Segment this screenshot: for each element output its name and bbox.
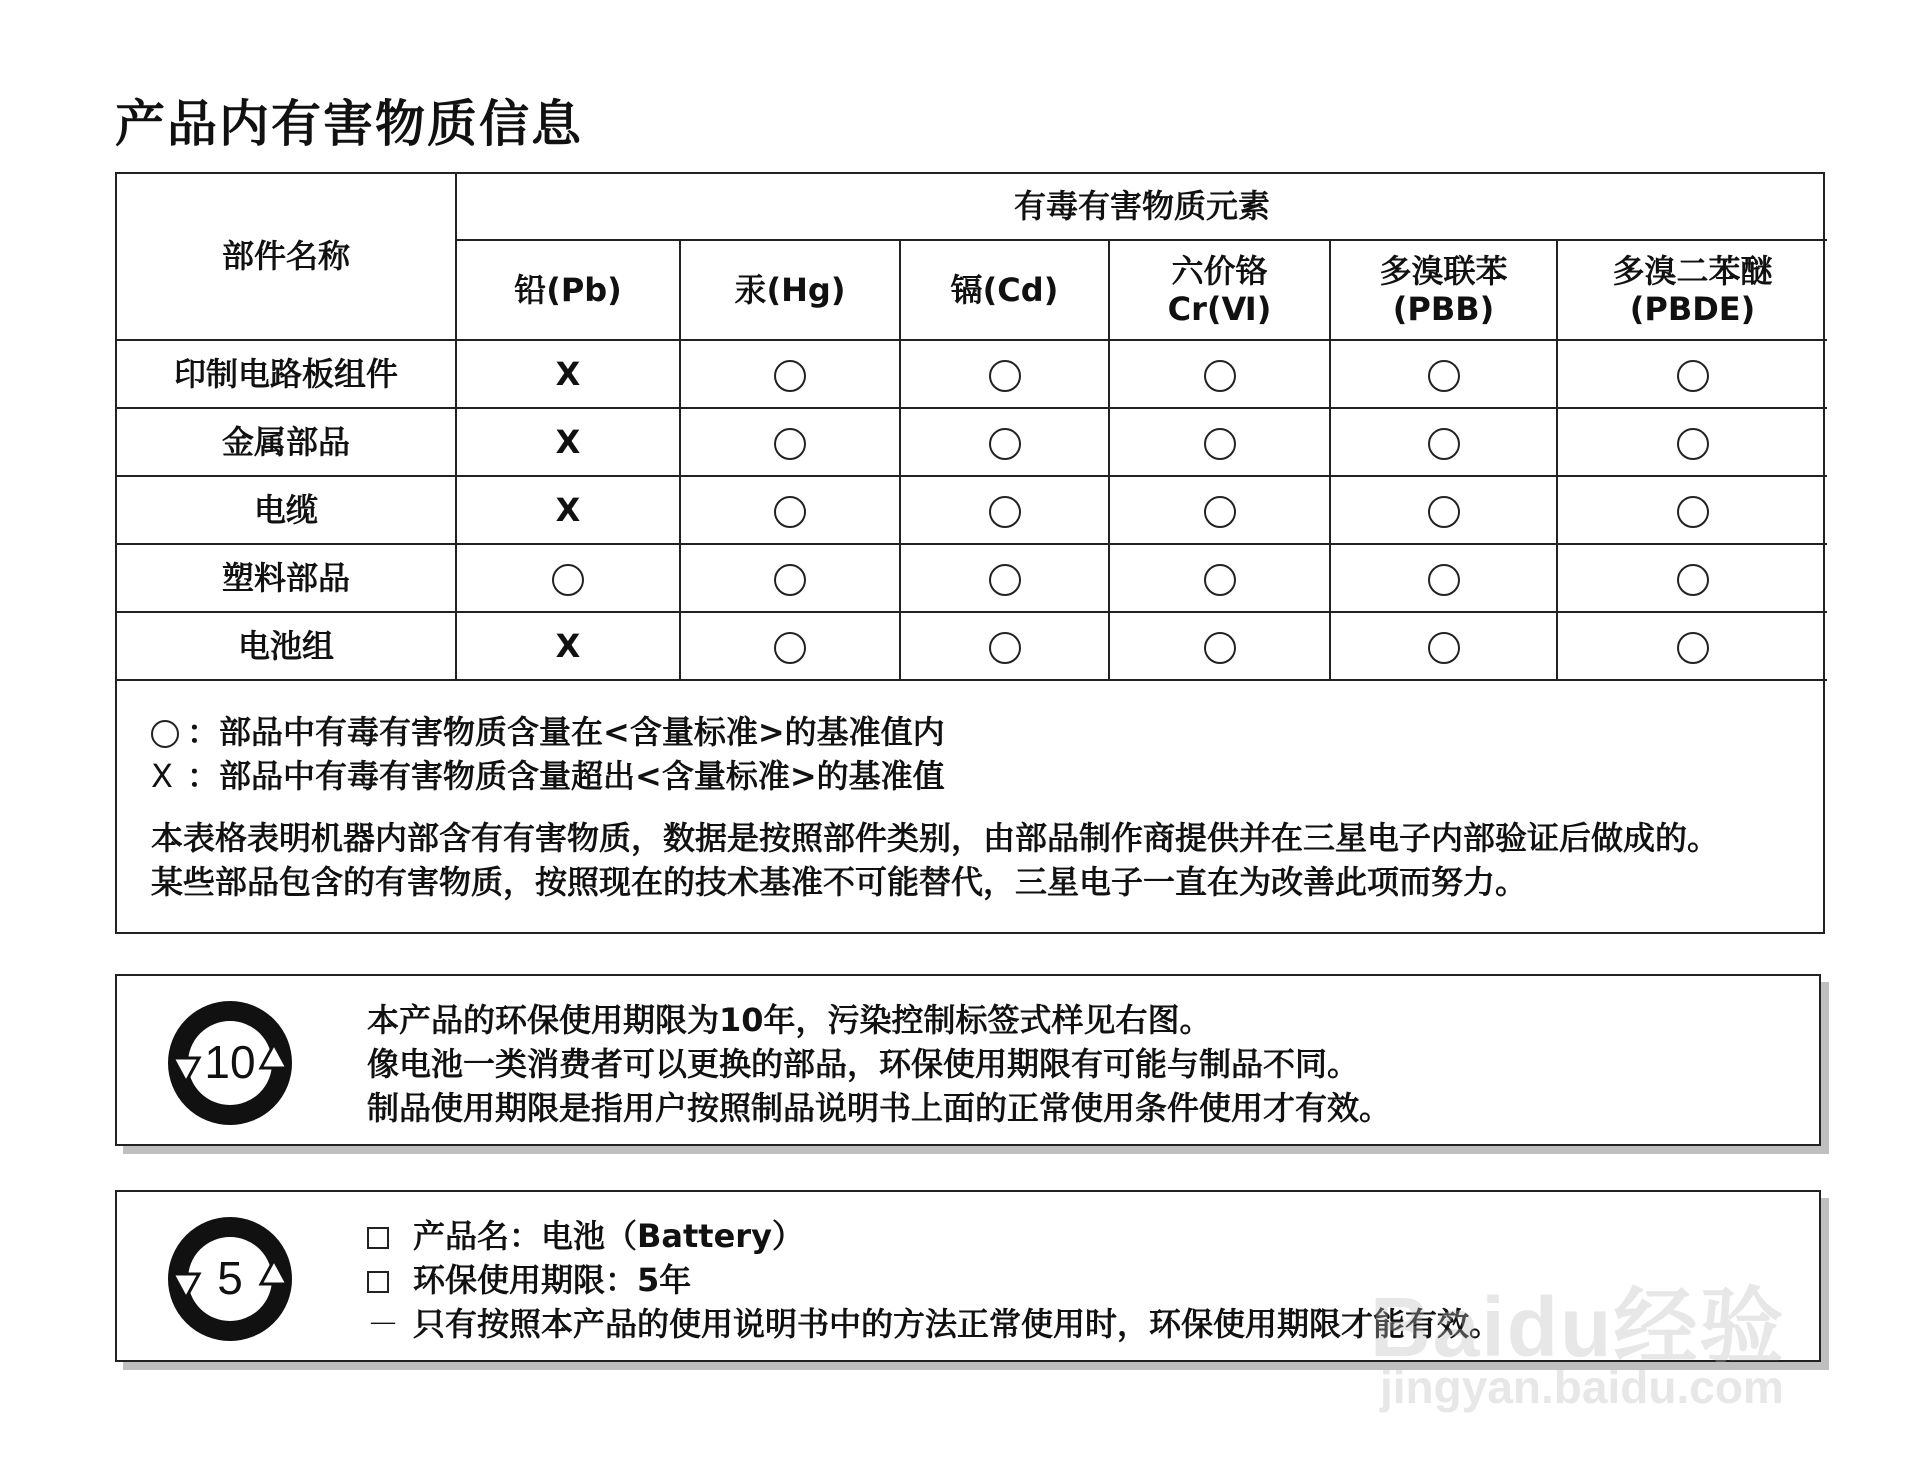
checkbox-square-icon [367, 1214, 413, 1258]
x-mark-icon: X [151, 757, 173, 795]
circle-mark-icon [680, 340, 900, 408]
part-name-cell: 电池组 [117, 612, 456, 680]
circle-mark-icon [680, 476, 900, 544]
eco-line-3: 制品使用期限是指用户按照制品说明书上面的正常使用条件使用才有效。 [367, 1089, 1392, 1127]
substance-column-header: 多溴二苯醚 (PBDE) [1557, 240, 1827, 340]
hazardous-substances-box [115, 172, 1825, 934]
table-row [117, 612, 1827, 680]
note-paragraph-1: 本表格表明机器内部含有有害物质，数据是按照部件类别，由部品制作商提供并在三星电子内部验证后做成的。 [151, 819, 1720, 857]
part-name-cell: 电缆 [117, 476, 456, 544]
table-row [117, 408, 1827, 476]
circle-mark-icon [680, 408, 900, 476]
circle-mark-icon [1557, 612, 1827, 680]
circle-mark-icon [1557, 408, 1827, 476]
circle-mark-icon [1109, 340, 1330, 408]
table-row [117, 544, 1827, 612]
substance-column-header: 汞(Hg) [680, 240, 900, 340]
eco-period-text [367, 998, 1799, 1130]
circle-mark-icon [1557, 544, 1827, 612]
eco-period-10-icon [165, 998, 295, 1128]
circle-mark-icon [456, 544, 680, 612]
circle-mark-icon [1330, 340, 1557, 408]
part-name-header: 部件名称 [117, 174, 456, 340]
table-notes [151, 710, 1803, 904]
checkbox-square-icon [367, 1258, 413, 1302]
circle-mark-icon [1109, 476, 1330, 544]
dash-bullet: － [367, 1305, 400, 1343]
circle-mark-icon [900, 340, 1109, 408]
circle-mark-icon [151, 710, 187, 754]
battery-text [367, 1214, 1799, 1346]
circle-mark-icon [1330, 612, 1557, 680]
circle-mark-icon [900, 408, 1109, 476]
circle-mark-icon [1330, 476, 1557, 544]
note-paragraph-2: 某些部品包含的有害物质，按照现在的技术基准不可能替代，三星电子一直在为改善此项而努力。 [151, 863, 1528, 901]
part-name-cell: 印制电路板组件 [117, 340, 456, 408]
battery-panel [115, 1190, 1821, 1362]
circle-mark-icon [1109, 408, 1330, 476]
battery-line-1: 产品名：电池（Battery） [367, 1214, 1799, 1258]
battery-line-3: － 只有按照本产品的使用说明书中的方法正常使用时，环保使用期限才能有效。 [367, 1302, 1799, 1346]
table-row [117, 476, 1827, 544]
eco-period-5-icon [165, 1214, 295, 1344]
circle-mark-icon [900, 612, 1109, 680]
x-mark-cell: X [456, 408, 680, 476]
substance-column-header: 六价铬 Cr(Ⅵ) [1109, 240, 1330, 340]
circle-mark-icon [680, 612, 900, 680]
circle-mark-icon [1330, 544, 1557, 612]
legend-circle-text: ：部品中有毒有害物质含量在<含量标准>的基准值内 [187, 713, 945, 751]
x-mark-cell: X [456, 340, 680, 408]
battery-line-2: 环保使用期限：5年 [367, 1258, 1799, 1302]
circle-mark-icon [900, 544, 1109, 612]
x-mark-cell: X [456, 612, 680, 680]
eco-period-5-number: 5 [217, 1252, 243, 1304]
circle-mark-icon [1109, 612, 1330, 680]
hazardous-substances-table [117, 174, 1827, 681]
legend-circle [151, 710, 1803, 754]
eco-line-1: 本产品的环保使用期限为10年，污染控制标签式样见右图。 [367, 1001, 1212, 1039]
watermark-url: jingyan.baidu.com [1380, 1361, 1784, 1413]
legend-x-text: ：部品中有毒有害物质含量超出<含量标准>的基准值 [187, 757, 945, 795]
circle-mark-icon [1557, 476, 1827, 544]
substance-column-header: 铅(Pb) [456, 240, 680, 340]
eco-period-10-number: 10 [204, 1036, 256, 1088]
eco-line-2: 像电池一类消费者可以更换的部品，环保使用期限有可能与制品不同。 [367, 1045, 1360, 1083]
eco-period-panel [115, 974, 1821, 1146]
part-name-cell: 金属部品 [117, 408, 456, 476]
page-title: 产品内有害物质信息 [115, 95, 583, 153]
x-mark-cell: X [456, 476, 680, 544]
watermark-brand: Baidu经验 [1370, 1280, 1786, 1374]
circle-mark-icon [1330, 408, 1557, 476]
substance-column-header: 多溴联苯 (PBB) [1330, 240, 1557, 340]
circle-mark-icon [680, 544, 900, 612]
substance-column-header: 镉(Cd) [900, 240, 1109, 340]
group-header: 有毒有害物质元素 [456, 174, 1827, 240]
table-row [117, 340, 1827, 408]
part-name-cell: 塑料部品 [117, 544, 456, 612]
circle-mark-icon [900, 476, 1109, 544]
circle-mark-icon [1109, 544, 1330, 612]
circle-mark-icon [1557, 340, 1827, 408]
legend-x [151, 754, 1803, 798]
